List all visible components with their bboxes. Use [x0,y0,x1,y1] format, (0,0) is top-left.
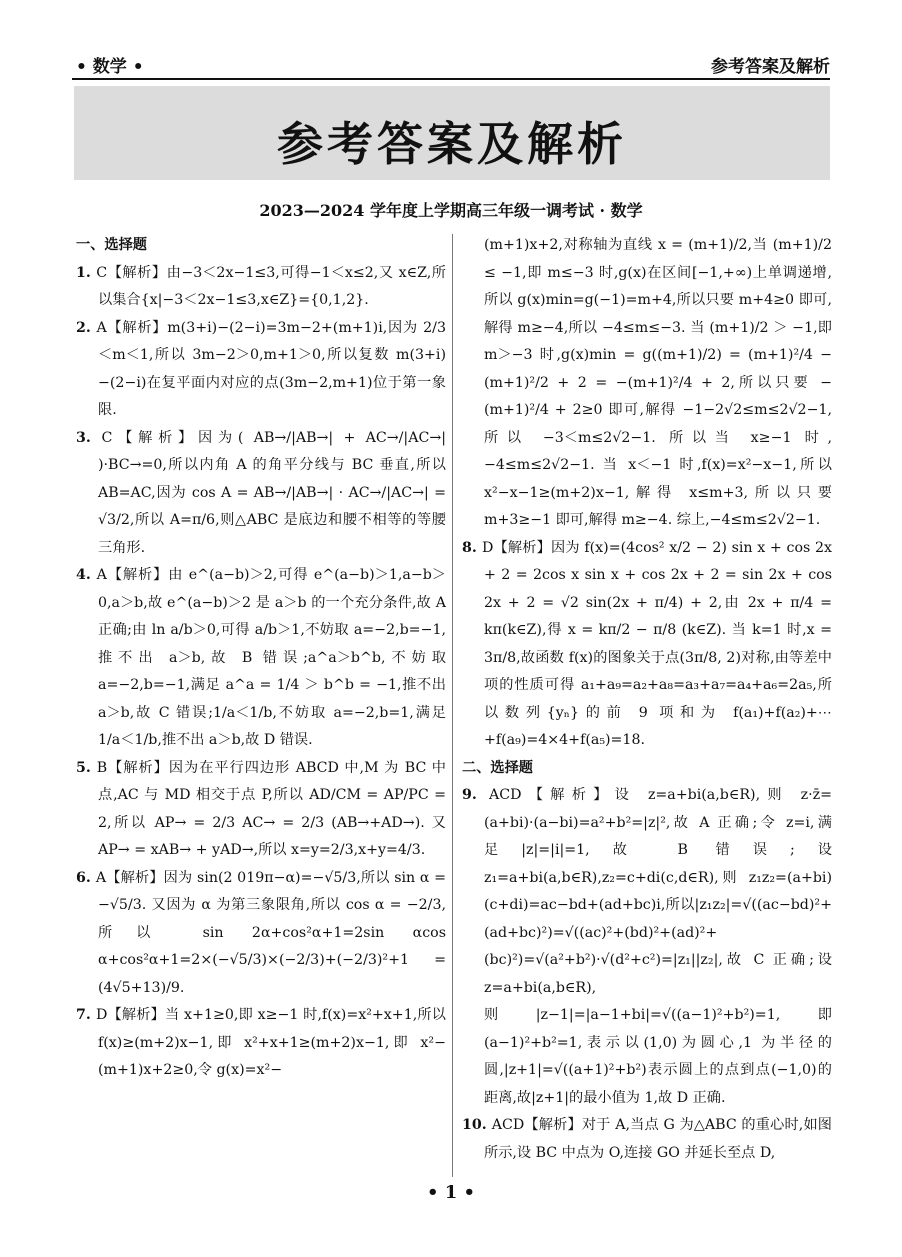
answer-continuation: (m+1)x+2,对称轴为直线 x = (m+1)/2,当 (m+1)/2 ≤ −1,即 m≤−3 时,g(x)在区间[−1,+∞)上单调递增,所以 g(x)min=g(−1)=m+4,所以只要 m+4≥0 即可,解得 m≥−4,所以 −4≤m≤−3. 当 (m+1)/2 ＞ −1,即 m＞−3 时,g(x)min = g((m+1)/2) = (m+1)²/4 − (m+1)²/2 + 2 = −(m+1)²/4 + 2,所以只要 −(m+1)²/4 + 2≥0 即可,解得 −1−2√2≤m≤2√2−1,所以 −3＜m≤2√2−1. 所以当 x≥−1 时,−4≤m≤2√2−1. 当 x＜−1 时,f(x)=x²−x−1,所以 x²−x−1≥(m+2)x−1,解得 x≤m+3,所以只要 m+3≥−1 即可,解得 m≥−4. 综上,−4≤m≤2√2−1. [484,237,832,528]
answer-text: C【解析】因为( AB→/|AB→| + AC→/|AC→| )·BC→=0,所以内角 A 的角平分线与 BC 垂直,所以 AB=AC,因为 cos A = AB→/|AB→| · AC→/|AC→| = √3/2,所以 A=π/6,则△ABC 是底边和腰不相等的等腰三角形. [98,429,446,556]
answer-item [462,782,832,1112]
answer-text: ACD【解析】设 z=a+bi(a,b∈R),则 z·z̄=(a+bi)·(a−bi)=a²+b²=|z|²,故 A 正确;令 z=i,满足|z|=|i|=1,故 B 错误;设 z₁=a+bi(a,b∈R),z₂=c+di(c,d∈R),则 z₁z₂=(a+bi)(c+di)=ac−bd+(ad+bc)i,所以|z₁z₂|=√((ac−bd)²+(ad+bc)²)=√((ac)²+(bd)²+(ad)²+(bc)²)=√(a²+b²)·√(d²+c²)=|z₁||z₂|,故 C 正确;设 z=a+bi(a,b∈R),则|z−1|=|a−1+bi|=√((a−1)²+b²)=1,即(a−1)²+b²=1,表示以(1,0)为圆心,1 为半径的圆,|z+1|=√((a+1)²+b²)表示圆上的点到点(−1,0)的距离,故|z+1|的最小值为 1,故 D 正确. [484,787,832,1106]
answer-item [76,562,446,755]
right-column [462,232,832,1167]
exam-subtitle: 2023—2024 学年度上学期高三年级一调考试 · 数学 [259,201,643,220]
answer-text: ACD【解析】对于 A,当点 G 为△ABC 的重心时,如图所示,设 BC 中点为 O,连接 GO 并延长至点 D, [484,1117,832,1161]
header-subject: • 数学 • [76,57,144,77]
banner-title: 参考答案及解析 [277,117,627,171]
question-number: 5. [76,759,97,776]
answer-item [462,535,832,755]
question-number: 8. [462,539,482,556]
column-divider [452,234,453,1177]
question-number: 9. [462,787,490,803]
answer-item [76,755,446,865]
question-number: 7. [76,1007,96,1023]
answer-item [76,1002,446,1085]
title-banner [74,86,830,180]
answer-text: A【解析】因为 sin(2 019π−α)=−√5/3,所以 sin α = −√5/3. 又因为 α 为第三象限角,所以 cos α = −2/3,所以 sin 2α+cos²α+1=2sin αcos α+cos²α+1=2×(−√5/3)×(−2/3)+(−2/3)²+1 = (4√5+13)/9. [95,869,446,996]
answer-text: D【解析】当 x+1≥0,即 x≥−1 时,f(x)=x²+x+1,所以 f(x)≥(m+2)x−1,即 x²+x+1≥(m+2)x−1,即 x²−(m+1)x+2≥0,令 g(x)=x²− [95,1007,446,1078]
answer-item [76,865,446,1003]
answer-item [462,1112,832,1167]
answer-item [76,315,446,425]
question-number: 3. [76,429,102,446]
answer-text: D【解析】因为 f(x)=(4cos² x/2 − 2) sin x + cos 2x + 2 = 2cos x sin x + cos 2x + 2 = sin 2x + cos 2x + 2 = √2 sin(2x + π/4) + 2,由 2x + π/4 = kπ(k∈Z),得 x = kπ/2 − π/8 (k∈Z). 当 k=1 时,x = 3π/8,故函数 f(x)的图象关于点(3π/8, 2)对称,由等差中项的性质可得 a₁+a₉=a₂+a₈=a₃+a₇=a₄+a₆=2a₅,所以数列{yₙ}的前 9 项和为 f(a₁)+f(a₂)+⋯+f(a₉)=4×4+f(a₅)=18. [481,539,832,748]
answer-text: C【解析】由−3＜2x−1≤3,可得−1＜x≤2,又 x∈Z,所以集合{x|−3＜2x−1≤3,x∈Z}={0,1,2}. [96,264,446,308]
section-heading: 二、选择题 [462,759,533,776]
answer-item [76,425,446,563]
question-number: 2. [76,319,97,336]
header-section-title: 参考答案及解析 [711,57,830,77]
section-heading: 一、选择题 [76,237,147,253]
left-column [76,232,446,1085]
answer-text: A【解析】由 e^(a−b)＞2,可得 e^(a−b)＞1,a−b＞0,a＞b,故 e^(a−b)＞2 是 a＞b 的一个充分条件,故 A 正确;由 ln a/b＞0,可得 a/b＞1,不妨取 a=−2,b=−1,推不出 a＞b,故 B 错误;a^a＞b^b,不妨取 a=−2,b=−1,满足 a^a = 1/4 ＞ b^b = −1,推不出 a＞b,故 C 错误;1/a＜1/b,不妨取 a=−2,b=1,满足 1/a＜1/b,推不出 a＞b,故 D 错误. [96,567,446,748]
question-number: 6. [76,869,96,886]
header-rule [72,78,830,80]
question-number: 4. [76,567,97,583]
question-number: 10. [462,1117,492,1133]
answer-text: A【解析】m(3+i)−(2−i)=3m−2+(m+1)i,因为 2/3＜m＜1,所以 3m−2＞0,m+1＞0,所以复数 m(3+i)−(2−i)在复平面内对应的点(3m−2,m+1)位于第一象限. [96,319,446,418]
page-number: • 1 • [426,1182,476,1203]
question-number: 1. [76,264,97,281]
answer-text: B【解析】因为在平行四边形 ABCD 中,M 为 BC 中点,AC 与 MD 相交于点 P,所以 AD/CM = AP/PC = 2,所以 AP→ = 2/3 AC→ = 2/3 (AB→+AD→). 又 AP→ = xAB→ + yAD→,所以 x=y=2/3,x+y=4/3. [96,759,446,858]
answer-item [76,260,446,315]
